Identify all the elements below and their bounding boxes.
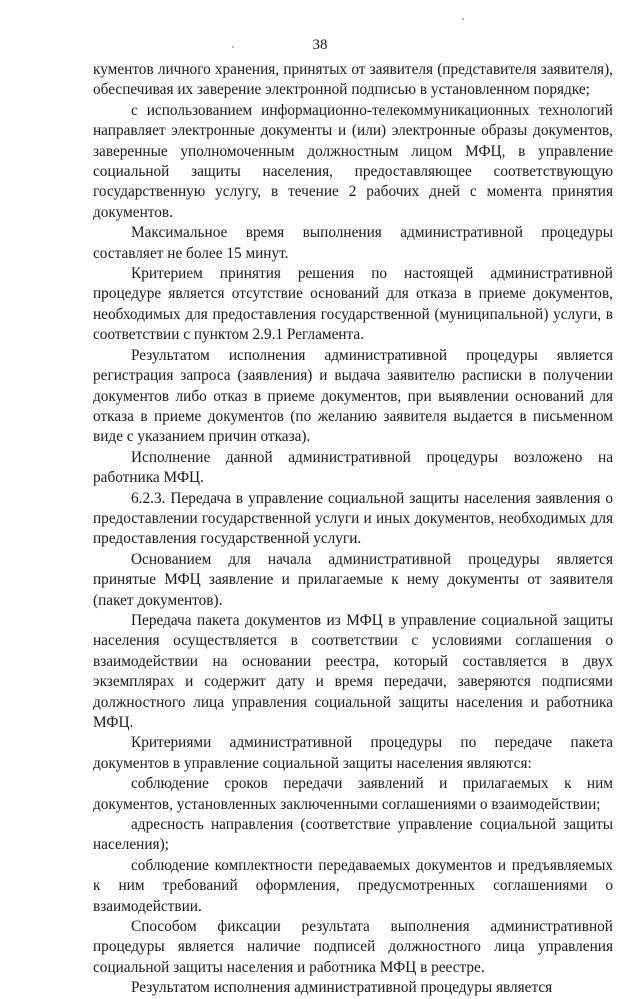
paragraph: Основанием для начала административной процедуры является принятые МФЦ заявление и прилагаемые к нему документы от заявителя (пакет документов). [93,550,613,609]
paragraph: Способом фиксации результата выполнения административной процедуры является наличие подписей должностного лица управления социальной защиты населения и работника МФЦ в реестре. [93,918,613,976]
paragraph: 6.2.3. Передача в управление социальной защиты населения заявления о предоставлении государственной услуги и иных документов, необходимых для предоставления государственной услуги. [93,489,613,548]
paragraph: кументов личного хранения, принятых от заявителя (представителя заявителя), обеспечивая их заверение электронной подписью в установленном порядке; [93,61,613,99]
paragraph: соблюдение комплектности передаваемых документов и предъявляемых к ним требований оформления, предусмотренных соглашениями о взаимодействии. [93,856,613,915]
paragraph: с использованием информационно-телекоммуникационных технологий направляет электронные документы и (или) электронные образы документов, заверенные уполномоченным должностным лицом МФЦ, в управление социальной защиты населения, предоставляющее соответствующую государственную услугу, в течение 2 рабочих дней с момента принятия документов. [93,101,613,221]
paragraph: адресность направления (соответствие управление социальной защиты населения); [93,816,613,854]
paragraph: Максимальное время выполнения административной процедуры составляет не более 15 минут. [93,224,613,262]
paragraph: Результатом исполнения административной процедуры является регистрация запроса (заявления) и выдача заявителю расписки в получении документов либо отказ в приеме документов, при выявлении оснований для отказа в приеме документов (по желанию заявителя выдается в письменном виде с указанием причин отказа). [93,346,613,446]
paragraph: Результатом исполнения административной процедуры является [131,979,553,997]
page-number: 38 [312,37,328,53]
paragraph: Критериями административной процедуры по передаче пакета документов в управление социальной защиты населения являются: [93,734,613,772]
document-body [93,60,613,999]
paragraph: соблюдение сроков передачи заявлений и прилагаемых к ним документов, установленных заключенными соглашениями о взаимодействии; [93,775,613,813]
paragraph: Критерием принятия решения по настоящей административной процедуре является отсутствие оснований для отказа в приеме документов, необходимых для предоставления государственной (муниципальной) услуги, в соответствии с пунктом 2.9.1 Регламента. [93,265,613,344]
scan-speck [462,18,464,20]
paragraph: Исполнение данной административной процедуры возложено на работника МФЦ. [93,448,613,487]
paragraph: Передача пакета документов из МФЦ в управление социальной защиты населения осуществляется в соответствии с условиями соглашения о взаимодействии на основании реестра, который составляется в двух экземплярах и содержит дату и время передачи, заверяются подписями должностного лица управления социальной защиты населения и работника МФЦ. [93,611,613,731]
